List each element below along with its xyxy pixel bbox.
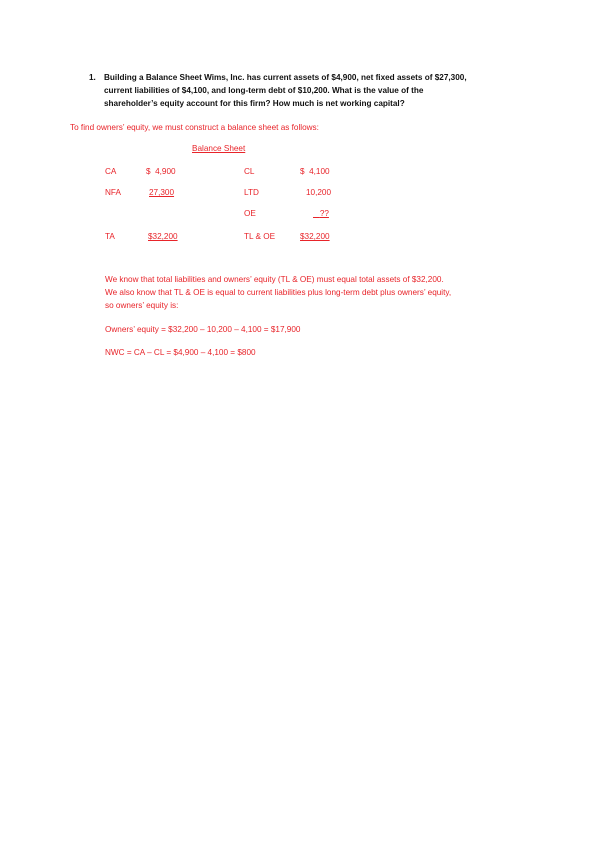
- row-tloe-label: TL & OE: [244, 232, 276, 241]
- row-ta-label: TA: [105, 232, 115, 241]
- question-line-3: shareholder’s equity account for this firm? How much is net working capital?: [104, 99, 405, 108]
- explanation-line-2: We also know that TL & OE is equal to current liabilities plus long-term debt plus owners’ equity,: [105, 288, 452, 297]
- question-text: [104, 71, 534, 110]
- question-line-1: Building a Balance Sheet Wims, Inc. has current assets of $4,900, net fixed assets of $27,300,: [104, 73, 467, 82]
- row-nfa-label: NFA: [105, 188, 121, 197]
- question-number: 1.: [89, 73, 96, 82]
- balance-sheet-title: Balance Sheet: [192, 144, 246, 153]
- row-ltd-label: LTD: [244, 188, 259, 197]
- intro-text: To find owners’ equity, we must construct a balance sheet as follows:: [70, 123, 319, 132]
- explanation-line-1: We know that total liabilities and owners’ equity (TL & OE) must equal total assets of $32,200.: [105, 275, 444, 284]
- row-oe-label: OE: [244, 209, 256, 218]
- row-ca-label: CA: [105, 167, 117, 176]
- row-cl-value: $ 4,100: [300, 167, 330, 176]
- row-nfa-value: 27,300: [149, 188, 175, 197]
- question-line-2: current liabilities of $4,100, and long-term debt of $10,200. What is the value of the: [104, 86, 424, 95]
- explanation-line-3: so owners’ equity is:: [105, 301, 179, 310]
- owners-equity-calculation: Owners’ equity = $32,200 – 10,200 – 4,100 = $17,900: [105, 325, 301, 334]
- row-ca-value: $ 4,900: [146, 167, 176, 176]
- row-tloe-value: $32,200: [300, 232, 330, 241]
- nwc-calculation: NWC = CA – CL = $4,900 – 4,100 = $800: [105, 348, 256, 357]
- row-oe-value: ??: [319, 209, 329, 218]
- row-cl-label: CL: [244, 167, 255, 176]
- row-ta-value: $32,200: [148, 232, 178, 241]
- row-ltd-value: 10,200: [306, 188, 332, 197]
- explanation-paragraph: [105, 273, 535, 312]
